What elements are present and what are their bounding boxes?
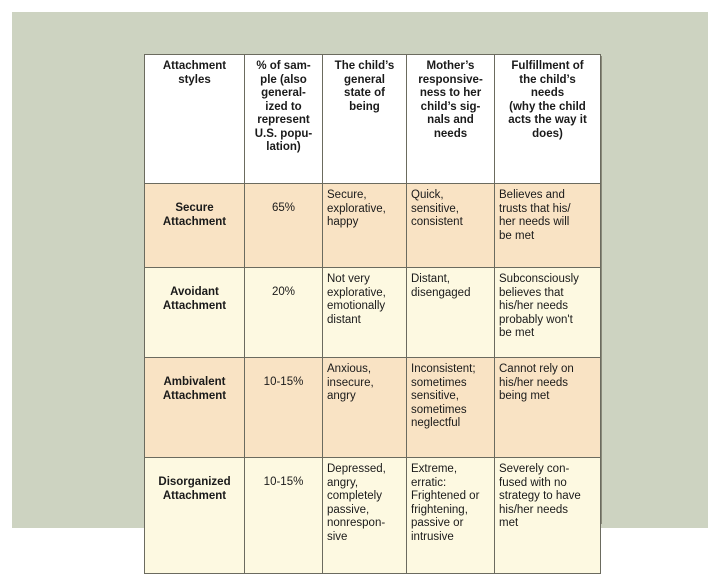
table-row-avoidant [145, 268, 601, 358]
cell-fulfillment: Believes and trusts that his/ her needs will be met [495, 184, 601, 268]
cell-style: Ambivalent Attachment [145, 358, 245, 458]
cell-responsiveness: Distant, disengaged [407, 268, 495, 358]
cell-style: Disorganized Attachment [145, 458, 245, 574]
attachment-styles-table [144, 54, 601, 574]
cell-percent: 10-15% [245, 458, 323, 574]
cell-percent: 65% [245, 184, 323, 268]
slide-background [12, 12, 708, 543]
cell-state: Not very explorative, emotionally distant [323, 268, 407, 358]
header-attachment-styles: Attachment styles [145, 55, 245, 184]
cell-state: Anxious, insecure, angry [323, 358, 407, 458]
cell-responsiveness: Inconsistent; sometimes sensitive, sometimes neglectful [407, 358, 495, 458]
cell-state: Depressed, angry, completely passive, nonrespon- sive [323, 458, 407, 574]
cell-percent: 10-15% [245, 358, 323, 458]
cell-style: Secure Attachment [145, 184, 245, 268]
table-row-disorganized [145, 458, 601, 574]
header-fulfillment-of-needs: Fulfillment of the child’s needs (why the child acts the way it does) [495, 55, 601, 184]
table-row-secure [145, 184, 601, 268]
header-mothers-responsiveness: Mother’s responsive- ness to her child’s sig- nals and needs [407, 55, 495, 184]
cell-fulfillment: Subconsciously believes that his/her needs probably won't be met [495, 268, 601, 358]
attachment-table-container [144, 54, 600, 543]
cell-state: Secure, explorative, happy [323, 184, 407, 268]
header-percent-of-sample: % of sam- ple (also general- ized to represent U.S. popu- lation) [245, 55, 323, 184]
cell-responsiveness: Extreme, erratic: Frightened or frightening, passive or intrusive [407, 458, 495, 574]
cell-fulfillment: Severely con- fused with no strategy to have his/her needs met [495, 458, 601, 574]
cell-fulfillment: Cannot rely on his/her needs being met [495, 358, 601, 458]
cell-style: Avoidant Attachment [145, 268, 245, 358]
table-row-ambivalent [145, 358, 601, 458]
header-childs-state: The child’s general state of being [323, 55, 407, 184]
cell-responsiveness: Quick, sensitive, consistent [407, 184, 495, 268]
cell-percent: 20% [245, 268, 323, 358]
table-header-row [145, 55, 601, 184]
